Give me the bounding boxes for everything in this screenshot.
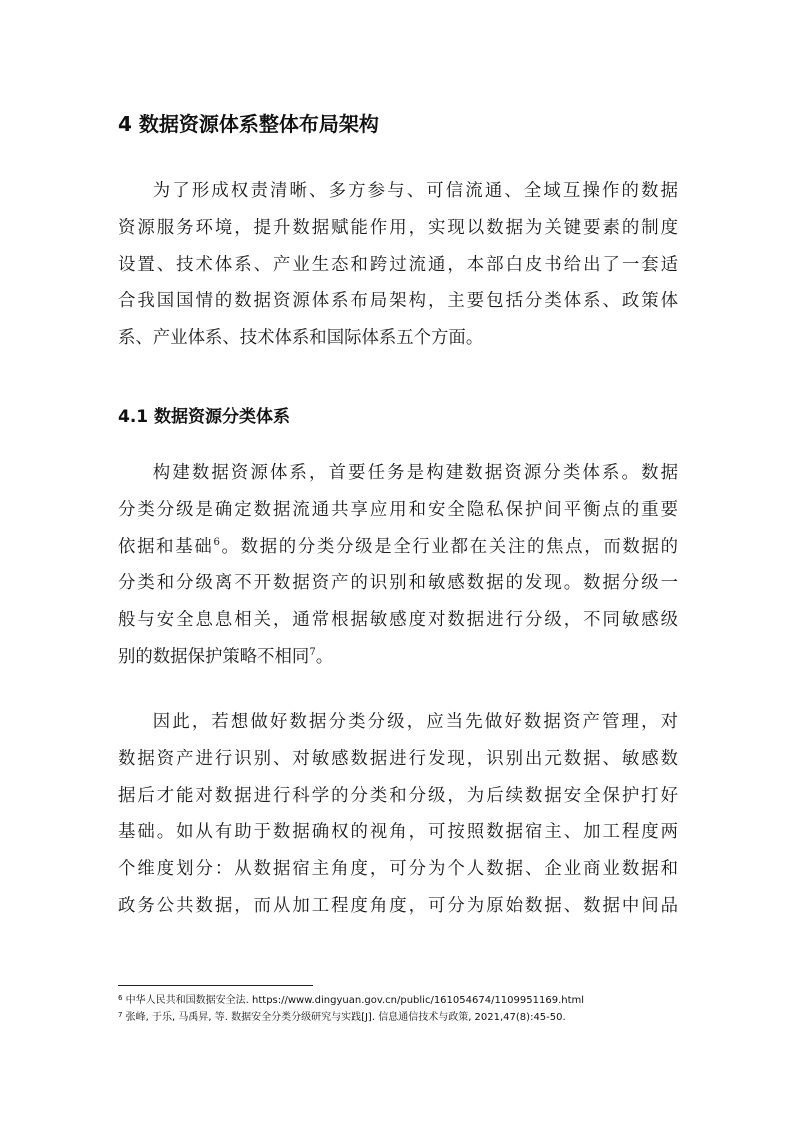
text-line	[118, 639, 678, 676]
text-line: 合我国国情的数据资源体系布局架构，主要包括分类体系、政策体	[118, 291, 678, 312]
footnote-text: 中华人民共和国数据安全法. https://www.dingyuan.gov.cn/public/161054674/1109951169.html	[125, 995, 585, 1006]
text-line: 据后才能对数据进行科学的分类和分级，为后续数据安全保护打好	[118, 785, 678, 806]
text-line: 构建数据资源体系，首要任务是构建数据资源分类体系。数据	[152, 463, 678, 483]
text-line: 基础。如从有助于数据确权的视角，可按照数据宿主、加工程度两	[118, 822, 678, 843]
paragraph-asset-management	[118, 704, 678, 925]
footnote-mark: 6	[118, 994, 123, 1002]
text-line: 分类分级是确定数据流通共享应用和安全隐私保护间平衡点的重要	[118, 499, 678, 520]
text-line: 数据资产进行识别、对敏感数据进行发现，识别出元数据、敏感数	[118, 748, 678, 769]
section-heading-4: 4 数据资源体系整体布局架构	[118, 112, 379, 136]
text-line: 个维度划分：从数据宿主角度，可分为个人数据、企业商业数据和	[118, 859, 678, 880]
text-run: 。数据的分类分级是全行业都在关注的焦点，而数据的	[219, 536, 678, 557]
text-run: 。	[315, 646, 334, 667]
footnote-ref-6[interactable]: 6	[213, 536, 220, 548]
section-heading-4-1: 4.1 数据资源分类体系	[118, 407, 291, 427]
text-line: 设置、技术体系、产业生态和跨过流通，本部白皮书给出了一套适	[118, 254, 678, 275]
footnote-6	[118, 994, 584, 1008]
footnote-text: 张峰, 于乐, 马禹昇, 等. 数据安全分类分级研究与实践[J]. 信息通信技术与政策, 2021,47(8):45-50.	[125, 1012, 566, 1023]
text-line: 系、产业体系、技术体系和国际体系五个方面。	[118, 328, 484, 349]
text-line: 为了形成权责清晰、多方参与、可信流通、全域互操作的数据	[152, 181, 678, 201]
text-line: 般与安全息息相关，通常根据敏感度对数据进行分级，不同敏感级	[118, 610, 678, 631]
footnote-7	[118, 1011, 566, 1025]
footnote-divider	[118, 985, 313, 986]
text-line: 政务公共数据，而从加工程度角度，可分为原始数据、数据中间品	[118, 895, 678, 916]
text-line: 分类和分级离不开数据资产的识别和敏感数据的发现。数据分级一	[118, 573, 678, 594]
footnote-ref-7[interactable]: 7	[309, 647, 316, 659]
text-line	[118, 529, 678, 566]
text-run: 别的数据保护策略不相同	[118, 646, 310, 667]
footnote-mark: 7	[118, 1011, 123, 1019]
text-run: 依据和基础	[118, 536, 214, 557]
text-line: 资源服务环境，提升数据赋能作用，实现以数据为关键要素的制度	[118, 217, 678, 238]
paragraph-classification	[118, 455, 678, 676]
paragraph-intro	[118, 173, 678, 357]
text-line: 因此，若想做好数据分类分级，应当先做好数据资产管理，对	[152, 712, 678, 732]
